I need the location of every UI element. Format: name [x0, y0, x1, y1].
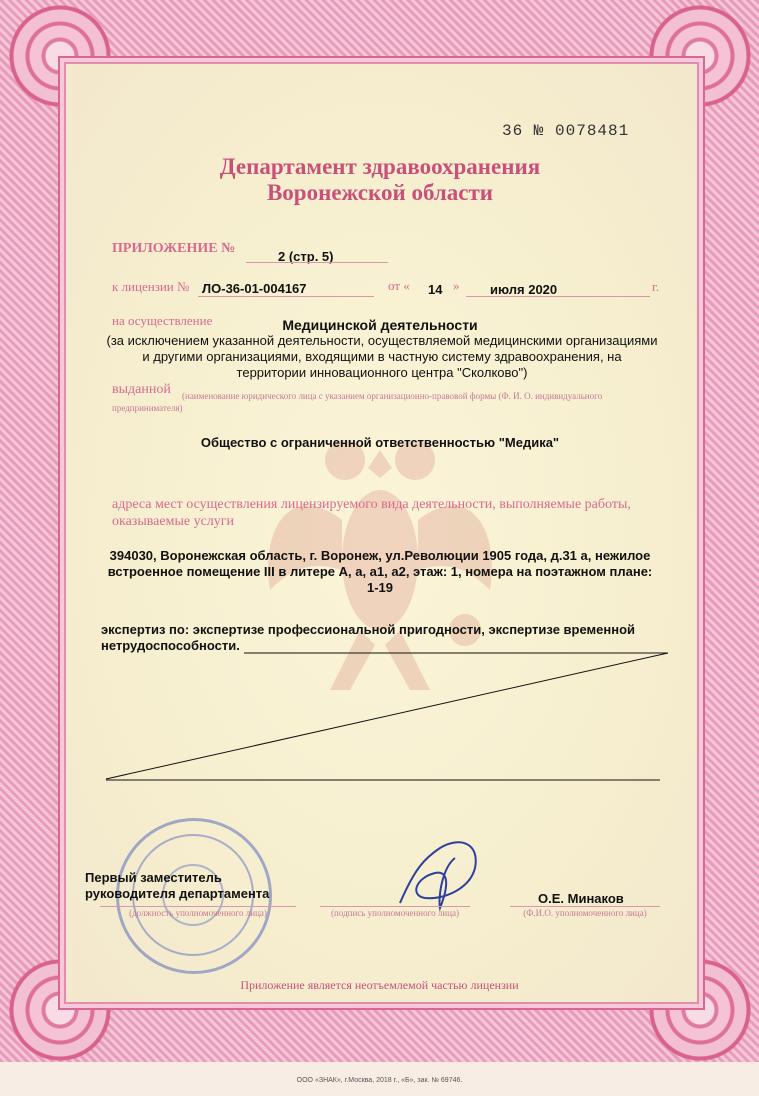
issued-hint-line2: предпринимателя) — [112, 403, 183, 413]
form-serial-number: 36 № 0078481 — [502, 122, 630, 140]
services-line2: нетрудоспособности. — [101, 638, 240, 653]
license-prefix: к лицензии № — [112, 279, 190, 294]
licensee-name: Общество с ограниченной ответственностью "Медика" — [200, 435, 560, 450]
license-day: 14 — [428, 282, 443, 297]
activity-description-line2: и другими организациями, входящими в частную систему здравоохранения, на — [142, 349, 622, 364]
license-number: ЛО-36-01-004167 — [202, 281, 307, 296]
name-underline — [510, 906, 660, 907]
signatory-name: О.Е. Минаков — [538, 891, 624, 906]
signatory-position-line2: руководителя департамента — [85, 886, 270, 901]
activity-label: на осуществление — [112, 313, 213, 328]
position-caption: (должность уполномоченного лица) — [129, 908, 267, 918]
position-underline — [100, 906, 296, 907]
issued-label: выданной — [112, 382, 171, 397]
addresses-label-line2: оказываемые услуги — [112, 514, 235, 529]
addresses-label-line1: адреса мест осуществления лицензируемого вида деятельности, выполняемые работы, — [112, 497, 631, 512]
signature-underline — [320, 906, 470, 907]
signature-icon — [380, 828, 500, 918]
activity-description-line1: (за исключением указанной деятельности, осуществляемой медицинскими организациями — [106, 333, 658, 348]
department-title-line1: Департамент здравоохранения — [219, 154, 541, 179]
license-month-year: июля 2020 — [490, 282, 558, 297]
appendix-footer-note: Приложение является неотъемлемой частью лицензии — [240, 978, 519, 992]
services-line1: экспертиз по: экспертизе профессиональной пригодности, экспертизе временной — [101, 622, 636, 637]
name-caption: (Ф.И.О. уполномоченного лица) — [523, 908, 647, 918]
address-line1: 394030, Воронежская область, г. Воронеж, ул.Революции 1905 года, д.31 а, нежилое — [109, 548, 651, 563]
signatory-position-line1: Первый заместитель — [85, 870, 222, 885]
appendix-label: ПРИЛОЖЕНИЕ № — [112, 241, 236, 256]
appendix-number: 2 (стр. 5) — [278, 249, 334, 264]
address-line3: 1-19 — [366, 580, 394, 595]
activity-title: Медицинской деятельности — [282, 317, 478, 333]
department-title-line2: Воронежской области — [266, 180, 494, 205]
address-line2: встроенное помещение III в литере А, а, а1, а2, этаж: 1, номера на поэтажном плане: — [107, 564, 653, 579]
issued-hint-line1: (наименование юридического лица с указанием организационно-правовой формы (Ф. И. О. индивидуального — [182, 391, 603, 401]
printer-imprint: ООО «ЗНАК», г.Москва, 2018 г., «Б», зак. № 69746. — [296, 1077, 463, 1084]
activity-description-line3: территории инновационного центра "Сколково") — [236, 365, 528, 380]
license-year-suffix: г. — [652, 279, 660, 294]
license-date-from: от « — [388, 278, 410, 293]
license-quote-close: » — [453, 278, 460, 293]
signature-caption: (подпись уполномоченного лица) — [331, 908, 459, 918]
